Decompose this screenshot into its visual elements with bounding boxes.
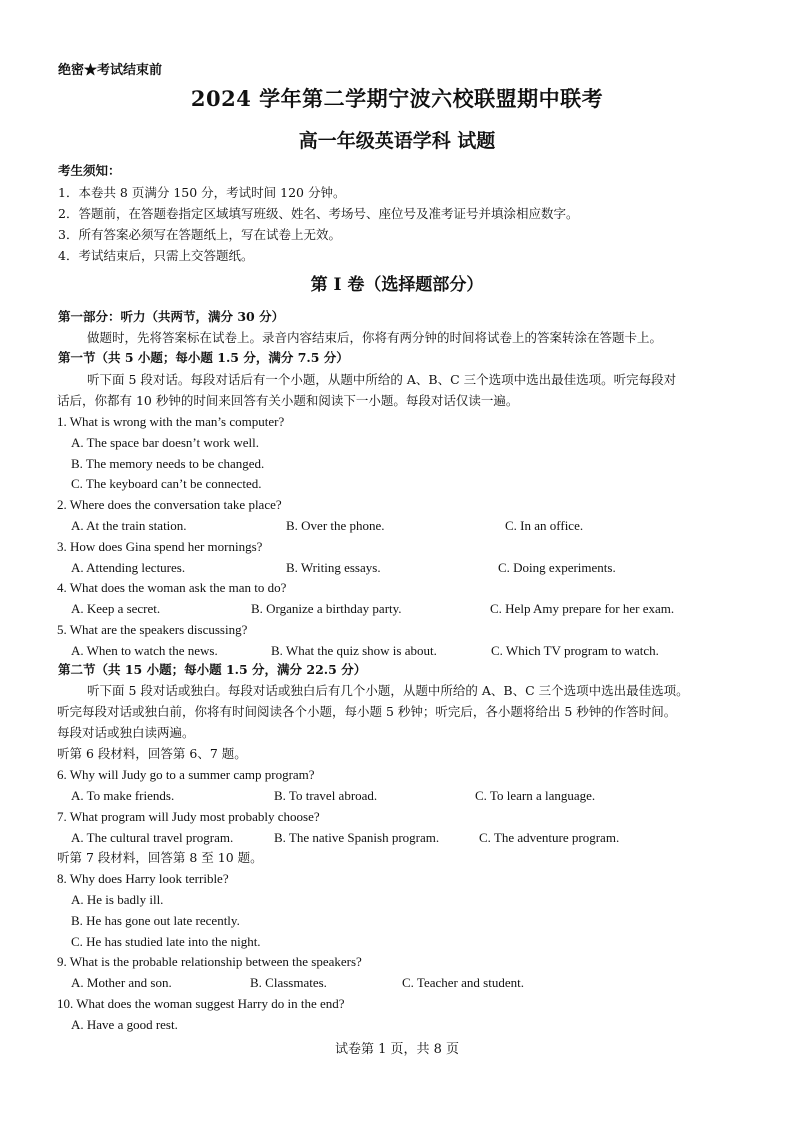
option-c: C. Teacher and student.	[402, 975, 524, 990]
material-note: 听第 6 段材料，回答第 6、7 题。	[57, 746, 247, 761]
option-c: C. The adventure program.	[479, 830, 620, 845]
option-c: C. The keyboard can’t be connected.	[71, 476, 262, 491]
exam-title: 2024 学年第二学期宁波六校联盟期中联考	[190, 86, 604, 111]
question-stem: 9. What is the probable relationship between the speakers?	[57, 954, 362, 969]
option-b: B. To travel abroad.	[274, 788, 378, 803]
listening-intro: 做题时，先将答案标在试卷上。录音内容结束后，你将有两分钟的时间将试卷上的答案转涂在答题卡上。	[87, 330, 663, 345]
notice-item: 2．答题前，在答题卷指定区域填写班级、姓名、考场号、座位号及准考证号并填涂相应数字。	[58, 206, 579, 221]
option-c: C. Help Amy prepare for her exam.	[490, 601, 675, 616]
section2-heading: 第二节（共 15 小题；每小题 1.5 分，满分 22.5 分）	[58, 662, 367, 677]
option-a: A. The space bar doesn’t work well.	[71, 435, 259, 450]
option-c: C. He has studied late into the night.	[71, 934, 261, 949]
option-b: B. He has gone out late recently.	[71, 913, 240, 928]
section1-intro: 话后，你都有 10 秒钟的时间来回答有关小题和阅读下一小题。每段对话仅读一遍。	[57, 393, 519, 408]
option-b: B. Classmates.	[250, 975, 327, 990]
option-a: A. When to watch the news.	[71, 643, 218, 658]
question-stem: 8. Why does Harry look terrible?	[57, 871, 229, 886]
section1-heading: 第一节（共 5 小题；每小题 1.5 分，满分 7.5 分）	[58, 350, 349, 365]
option-a: A. The cultural travel program.	[71, 830, 234, 845]
confidential-mark: 绝密★考试结束前	[58, 63, 163, 78]
section2-intro: 每段对话或独白读两遍。	[57, 725, 195, 740]
section2-intro: 听下面 5 段对话或独白。每段对话或独白后有几个小题，从题中所给的 A、B、C 三个选项中选出最佳选项。	[87, 683, 689, 698]
page-footer: 试卷第 1 页，共 8 页	[334, 1042, 460, 1057]
question-stem: 7. What program will Judy most probably choose?	[57, 809, 320, 824]
section1-intro: 听下面 5 段对话。每段对话后有一个小题，从题中所给的 A、B、C 三个选项中选出最佳选项。听完每段对	[87, 372, 677, 387]
option-a: A. Have a good rest.	[71, 1017, 178, 1032]
question-stem: 4. What does the woman ask the man to do?	[57, 580, 287, 595]
option-b: B. The memory needs to be changed.	[71, 456, 265, 471]
option-c: C. To learn a language.	[475, 788, 596, 803]
notice-heading: 考生须知：	[58, 163, 121, 178]
option-a: A. To make friends.	[71, 788, 175, 803]
notice-item: 4．考试结束后，只需上交答题纸。	[58, 248, 254, 263]
option-b: B. Writing essays.	[286, 560, 381, 575]
part-heading: 第 I 卷（选择题部分）	[310, 275, 484, 295]
option-a: A. Mother and son.	[71, 975, 172, 990]
question-stem: 3. How does Gina spend her mornings?	[57, 539, 263, 554]
question-stem: 6. Why will Judy go to a summer camp program?	[57, 767, 315, 782]
question-stem: 5. What are the speakers discussing?	[57, 622, 248, 637]
exam-subtitle: 高一年级英语学科 试题	[298, 130, 496, 152]
notice-item: 3．所有答案必须写在答题纸上，写在试卷上无效。	[58, 227, 341, 242]
question-stem: 10. What does the woman suggest Harry do in the end?	[57, 996, 345, 1011]
option-a: A. Keep a secret.	[71, 601, 161, 616]
material-note: 听第 7 段材料，回答第 8 至 10 题。	[57, 850, 263, 865]
option-a: A. He is badly ill.	[71, 892, 164, 907]
option-a: A. Attending lectures.	[71, 560, 186, 575]
option-c: C. In an office.	[505, 518, 584, 533]
question-stem: 1. What is wrong with the man’s computer?	[57, 414, 285, 429]
listening-heading: 第一部分：听力（共两节，满分 30 分）	[58, 309, 285, 324]
option-b: B. Over the phone.	[286, 518, 385, 533]
option-c: C. Doing experiments.	[498, 560, 616, 575]
option-c: C. Which TV program to watch.	[491, 643, 659, 658]
notice-item: 1．本卷共 8 页满分 150 分，考试时间 120 分钟。	[58, 185, 346, 200]
section2-intro: 听完每段对话或独白前，你将有时间阅读各个小题，每小题 5 秒钟；听完后，各小题将给出 5 秒钟的作答时间。	[57, 704, 677, 719]
option-b: B. Organize a birthday party.	[251, 601, 402, 616]
option-a: A. At the train station.	[71, 518, 187, 533]
question-stem: 2. Where does the conversation take place?	[57, 497, 282, 512]
option-b: B. What the quiz show is about.	[271, 643, 437, 658]
option-b: B. The native Spanish program.	[274, 830, 440, 845]
